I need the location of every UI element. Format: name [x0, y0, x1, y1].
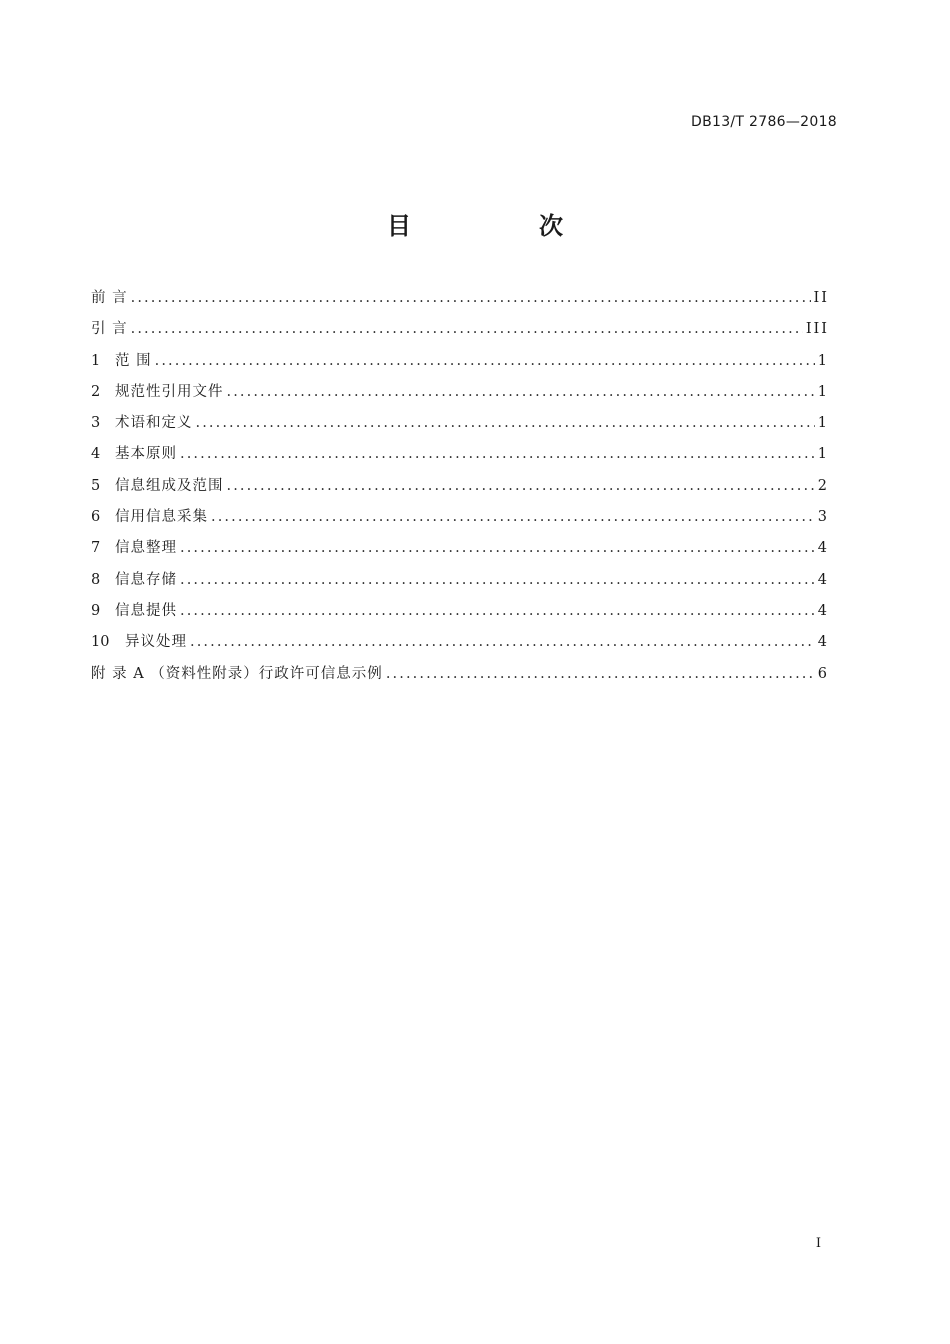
toc-entry-label: 异议处理 [125, 634, 187, 651]
dot-leader [190, 627, 815, 658]
toc-entry-page: II [813, 290, 829, 306]
toc-entry-number: 10 [91, 634, 110, 651]
toc-entry-number: 6 [91, 509, 101, 526]
toc-entry-number: 1 [91, 352, 101, 369]
toc-entry-introduction[interactable] [91, 314, 829, 345]
toc-entry-label: 信息组成及范围 [115, 477, 224, 494]
toc-entry-label: 信息提供 [115, 602, 177, 619]
toc-entry-page: 2 [817, 477, 829, 494]
toc-entry-label: 范 围 [115, 352, 152, 369]
toc-entry-number: 2 [91, 383, 101, 400]
toc-entry-5[interactable] [91, 471, 829, 502]
toc-entry-number: 3 [91, 415, 101, 432]
toc-entry-page: 1 [817, 383, 829, 400]
dot-leader [180, 439, 815, 470]
toc-entry-page: 1 [817, 446, 829, 463]
dot-leader [131, 314, 803, 345]
toc-entry-label: 信息整理 [115, 540, 177, 557]
toc-entry-label: 前 言 [91, 290, 128, 306]
dot-leader [227, 471, 815, 502]
toc-entry-label: 术语和定义 [115, 415, 193, 432]
toc-entry-7[interactable] [91, 533, 829, 564]
toc-entry-6[interactable] [91, 502, 829, 533]
dot-leader [155, 346, 815, 377]
toc-entry-number: 9 [91, 602, 101, 619]
toc-entry-label: 附 录 A （资料性附录）行政许可信息示例 [91, 665, 383, 682]
page-title: 目 次 [387, 212, 615, 240]
toc-entry-page: 4 [817, 602, 829, 619]
toc-entry-label: 基本原则 [115, 446, 177, 463]
dot-leader [196, 408, 815, 439]
dot-leader [180, 596, 815, 627]
toc-entry-3[interactable] [91, 408, 829, 439]
toc-entry-page: 1 [817, 415, 829, 432]
dot-leader [227, 377, 815, 408]
toc-entry-label: 信用信息采集 [115, 509, 208, 526]
toc-entry-number: 4 [91, 446, 101, 463]
toc-entry-page: 1 [817, 352, 829, 369]
dot-leader [180, 565, 815, 596]
toc-entry-2[interactable] [91, 377, 829, 408]
toc-entry-number: 8 [91, 571, 101, 588]
toc-entry-1[interactable] [91, 346, 829, 377]
toc-entry-page: III [805, 321, 829, 338]
toc-entry-10[interactable] [91, 627, 829, 658]
toc-entry-page: 4 [817, 634, 829, 651]
toc-entry-number: 7 [91, 540, 101, 557]
toc-entry-page: 4 [817, 571, 829, 588]
toc-entry-page: 3 [817, 509, 829, 526]
toc-entry-label: 引 言 [91, 321, 128, 338]
standard-code: DB13/T 2786—2018 [691, 114, 837, 130]
dot-leader [386, 659, 815, 690]
page-number: I [815, 1236, 821, 1251]
toc-entry-label: 规范性引用文件 [115, 383, 224, 400]
toc-entry-page: 4 [817, 540, 829, 557]
toc-entry-number: 5 [91, 477, 101, 494]
toc-entry-page: 6 [817, 665, 829, 682]
toc-entry-4[interactable] [91, 439, 829, 470]
toc-entry-8[interactable] [91, 565, 829, 596]
toc-entry-label: 信息存储 [115, 571, 177, 588]
toc-entry-foreword[interactable] [91, 283, 829, 314]
dot-leader [180, 533, 815, 564]
toc-entry-9[interactable] [91, 596, 829, 627]
table-of-contents [91, 283, 829, 690]
dot-leader [131, 283, 811, 314]
toc-entry-appendix-a[interactable] [91, 659, 829, 690]
dot-leader [211, 502, 815, 533]
